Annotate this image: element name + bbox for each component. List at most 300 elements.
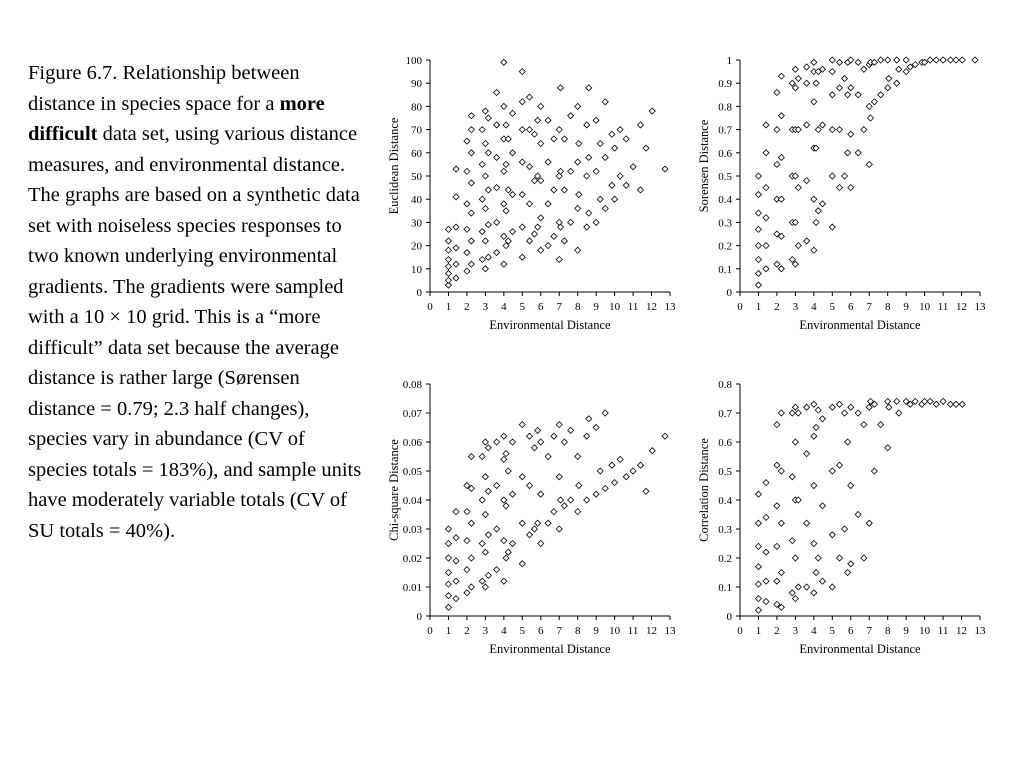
data-point bbox=[885, 85, 891, 91]
data-point bbox=[623, 136, 629, 142]
data-point bbox=[778, 468, 784, 474]
euclidean-distance-scatter bbox=[380, 50, 680, 340]
correlation-distance-scatter bbox=[690, 374, 990, 664]
data-point bbox=[763, 150, 769, 156]
data-point bbox=[503, 161, 509, 167]
data-point bbox=[755, 173, 761, 179]
data-point bbox=[774, 543, 780, 549]
data-point bbox=[479, 257, 485, 263]
data-point bbox=[912, 398, 918, 404]
y-tick-label: 0.5 bbox=[718, 171, 732, 183]
data-point bbox=[482, 108, 488, 114]
data-point bbox=[959, 57, 965, 63]
data-point bbox=[820, 578, 826, 584]
data-point bbox=[804, 64, 810, 70]
data-point bbox=[568, 219, 574, 225]
data-point bbox=[927, 57, 933, 63]
data-point bbox=[829, 532, 835, 538]
data-point bbox=[558, 497, 564, 503]
data-point bbox=[551, 433, 557, 439]
data-point bbox=[792, 555, 798, 561]
y-tick-label: 0.01 bbox=[402, 582, 422, 594]
data-point bbox=[468, 520, 474, 526]
x-tick-label: 13 bbox=[974, 301, 986, 313]
data-point bbox=[763, 266, 769, 272]
data-point bbox=[637, 122, 643, 128]
data-point bbox=[501, 497, 507, 503]
data-point bbox=[501, 538, 507, 544]
data-point bbox=[593, 425, 599, 431]
x-tick-label: 13 bbox=[664, 301, 676, 313]
data-point bbox=[453, 275, 459, 281]
data-point bbox=[871, 99, 877, 105]
data-point bbox=[763, 215, 769, 221]
data-point bbox=[510, 439, 516, 445]
data-point bbox=[453, 509, 459, 515]
data-point bbox=[538, 215, 544, 221]
data-point bbox=[464, 509, 470, 515]
y-tick-label: 100 bbox=[405, 55, 422, 67]
data-point bbox=[813, 570, 819, 576]
data-point bbox=[445, 247, 451, 253]
data-point bbox=[561, 503, 567, 509]
data-point bbox=[479, 161, 485, 167]
data-point bbox=[602, 410, 608, 416]
data-point bbox=[545, 520, 551, 526]
y-tick-label: 0 bbox=[416, 611, 422, 623]
data-point bbox=[755, 257, 761, 263]
data-point bbox=[630, 468, 636, 474]
data-point bbox=[482, 549, 488, 555]
data-point bbox=[894, 80, 900, 86]
x-tick-label: 5 bbox=[829, 625, 836, 637]
data-point bbox=[538, 247, 544, 253]
data-point bbox=[848, 185, 854, 191]
data-point bbox=[468, 261, 474, 267]
data-point bbox=[662, 166, 668, 172]
data-point bbox=[527, 94, 533, 100]
data-point bbox=[479, 578, 485, 584]
x-tick-label: 10 bbox=[919, 301, 931, 313]
data-point bbox=[485, 254, 491, 260]
data-point bbox=[811, 401, 817, 407]
data-point bbox=[593, 168, 599, 174]
data-point bbox=[804, 404, 810, 410]
data-point bbox=[630, 164, 636, 170]
data-point bbox=[829, 173, 835, 179]
x-tick-label: 11 bbox=[937, 301, 949, 313]
data-point bbox=[545, 201, 551, 207]
data-point bbox=[927, 398, 933, 404]
data-point bbox=[482, 266, 488, 272]
data-point bbox=[575, 159, 581, 165]
data-point bbox=[837, 127, 843, 133]
data-point bbox=[535, 224, 541, 230]
data-point bbox=[795, 243, 801, 249]
data-point bbox=[505, 468, 511, 474]
data-point bbox=[815, 208, 821, 214]
data-point bbox=[612, 145, 618, 151]
data-point bbox=[778, 73, 784, 79]
data-points bbox=[445, 59, 668, 288]
data-point bbox=[804, 451, 810, 457]
y-tick-label: 20 bbox=[411, 240, 422, 253]
data-point bbox=[811, 483, 817, 489]
x-axis-label: Environmental Distance bbox=[489, 318, 611, 332]
data-point bbox=[649, 108, 655, 114]
data-point bbox=[861, 422, 867, 428]
data-point bbox=[510, 192, 516, 198]
data-point bbox=[643, 488, 649, 494]
x-tick-label: 3 bbox=[792, 625, 799, 637]
data-point bbox=[609, 182, 615, 188]
data-point bbox=[778, 266, 784, 272]
data-point bbox=[778, 520, 784, 526]
data-point bbox=[445, 581, 451, 587]
data-point bbox=[527, 433, 533, 439]
data-point bbox=[519, 192, 525, 198]
data-point bbox=[568, 497, 574, 503]
data-point bbox=[837, 59, 843, 65]
data-point bbox=[519, 99, 525, 105]
data-point bbox=[755, 210, 761, 216]
data-point bbox=[593, 117, 599, 123]
y-tick-label: 0 bbox=[726, 287, 732, 299]
data-point bbox=[494, 250, 500, 256]
data-point bbox=[829, 57, 835, 63]
x-tick-label: 12 bbox=[956, 625, 968, 637]
y-tick-label: 60 bbox=[411, 147, 422, 160]
data-point bbox=[519, 474, 525, 480]
data-point bbox=[885, 57, 891, 63]
data-point bbox=[482, 173, 488, 179]
data-point bbox=[953, 401, 959, 407]
data-point bbox=[894, 398, 900, 404]
data-point bbox=[464, 538, 470, 544]
data-point bbox=[584, 433, 590, 439]
data-point bbox=[792, 261, 798, 267]
data-point bbox=[795, 185, 801, 191]
data-point bbox=[811, 247, 817, 253]
data-point bbox=[501, 456, 507, 462]
x-tick-label: 5 bbox=[519, 301, 526, 313]
y-tick-label: 0.05 bbox=[402, 466, 422, 478]
data-point bbox=[597, 468, 603, 474]
data-point bbox=[568, 427, 574, 433]
data-point bbox=[855, 512, 861, 518]
data-point bbox=[535, 117, 541, 123]
y-axis-label: Chi-square Distance bbox=[387, 439, 401, 541]
data-point bbox=[815, 127, 821, 133]
data-point bbox=[829, 584, 835, 590]
data-point bbox=[464, 590, 470, 596]
data-point bbox=[804, 80, 810, 86]
x-tick-label: 7 bbox=[556, 625, 562, 637]
data-point bbox=[972, 57, 978, 63]
data-point bbox=[445, 541, 451, 547]
data-point bbox=[485, 488, 491, 494]
data-point bbox=[868, 115, 874, 121]
data-point bbox=[519, 422, 525, 428]
data-point bbox=[617, 173, 623, 179]
data-point bbox=[584, 224, 590, 230]
data-point bbox=[531, 526, 537, 532]
data-point bbox=[755, 520, 761, 526]
data-point bbox=[468, 555, 474, 561]
y-tick-label: 0.6 bbox=[718, 147, 732, 160]
data-point bbox=[527, 127, 533, 133]
data-point bbox=[494, 219, 500, 225]
data-point bbox=[829, 468, 835, 474]
data-point bbox=[558, 85, 564, 91]
x-tick-label: 7 bbox=[866, 301, 872, 313]
data-point bbox=[804, 584, 810, 590]
x-tick-label: 2 bbox=[774, 301, 780, 313]
data-point bbox=[774, 462, 780, 468]
data-point bbox=[510, 541, 516, 547]
data-point bbox=[586, 85, 592, 91]
data-point bbox=[575, 454, 581, 460]
data-point bbox=[774, 422, 780, 428]
data-point bbox=[774, 89, 780, 95]
data-point bbox=[789, 80, 795, 86]
y-tick-label: 0.8 bbox=[718, 379, 732, 391]
y-tick-label: 10 bbox=[411, 263, 422, 276]
data-point bbox=[519, 254, 525, 260]
y-tick-label: 0.5 bbox=[718, 466, 732, 478]
data-point bbox=[503, 555, 509, 561]
data-point bbox=[468, 127, 474, 133]
figure-caption bbox=[28, 58, 364, 546]
x-tick-label: 13 bbox=[974, 625, 986, 637]
data-point bbox=[597, 141, 603, 147]
data-point bbox=[866, 161, 872, 167]
data-point bbox=[556, 474, 562, 480]
data-point bbox=[829, 69, 835, 75]
data-point bbox=[485, 445, 491, 451]
data-point bbox=[584, 122, 590, 128]
data-point bbox=[586, 154, 592, 160]
data-point bbox=[811, 59, 817, 65]
data-point bbox=[811, 196, 817, 202]
data-point bbox=[811, 433, 817, 439]
x-tick-label: 9 bbox=[593, 625, 599, 637]
data-point bbox=[453, 245, 459, 251]
data-point bbox=[755, 581, 761, 587]
data-point bbox=[479, 127, 485, 133]
data-point bbox=[464, 138, 470, 144]
y-tick-label: 0.08 bbox=[402, 379, 422, 391]
sorensen-distance-scatter bbox=[690, 50, 990, 340]
data-point bbox=[940, 398, 946, 404]
data-point bbox=[535, 427, 541, 433]
data-point bbox=[501, 59, 507, 65]
y-tick-label: 0.02 bbox=[402, 553, 422, 565]
data-point bbox=[453, 166, 459, 172]
data-point bbox=[445, 226, 451, 232]
data-point bbox=[885, 445, 891, 451]
data-point bbox=[561, 187, 567, 193]
x-tick-label: 2 bbox=[774, 625, 780, 637]
y-tick-label: 70 bbox=[411, 124, 422, 137]
x-tick-label: 11 bbox=[627, 301, 639, 313]
data-point bbox=[535, 520, 541, 526]
data-point bbox=[861, 66, 867, 72]
data-point bbox=[637, 462, 643, 468]
data-point bbox=[501, 201, 507, 207]
data-point bbox=[445, 263, 451, 269]
data-point bbox=[531, 131, 537, 137]
data-point bbox=[820, 503, 826, 509]
data-point bbox=[789, 474, 795, 480]
y-tick-label: 0 bbox=[726, 611, 732, 623]
data-point bbox=[503, 208, 509, 214]
data-point bbox=[855, 410, 861, 416]
chi-square-distance-scatter bbox=[380, 374, 680, 664]
data-point bbox=[763, 599, 769, 605]
data-point bbox=[792, 66, 798, 72]
data-point bbox=[755, 192, 761, 198]
y-tick-label: 0.7 bbox=[718, 124, 732, 137]
data-point bbox=[464, 250, 470, 256]
data-point bbox=[755, 564, 761, 570]
caption-text-start: Figure 6.7. Relationship between distance in species space for a bbox=[28, 62, 300, 115]
data-point bbox=[848, 561, 854, 567]
data-point bbox=[482, 584, 488, 590]
x-tick-label: 0 bbox=[427, 301, 433, 313]
data-point bbox=[464, 268, 470, 274]
data-point bbox=[510, 150, 516, 156]
y-tick-label: 0.2 bbox=[718, 553, 732, 565]
data-point bbox=[778, 196, 784, 202]
data-point bbox=[556, 526, 562, 532]
data-point bbox=[531, 445, 537, 451]
data-point bbox=[576, 141, 582, 147]
data-point bbox=[501, 578, 507, 584]
data-point bbox=[527, 201, 533, 207]
data-point bbox=[597, 196, 603, 202]
y-axis-label: Correlation Distance bbox=[697, 438, 711, 542]
data-point bbox=[494, 122, 500, 128]
data-point bbox=[556, 127, 562, 133]
x-tick-label: 9 bbox=[593, 301, 599, 313]
data-point bbox=[468, 180, 474, 186]
data-point bbox=[755, 543, 761, 549]
y-tick-label: 0.3 bbox=[718, 217, 732, 230]
data-point bbox=[485, 115, 491, 121]
data-point bbox=[575, 103, 581, 109]
data-point bbox=[503, 503, 509, 509]
data-point bbox=[485, 150, 491, 156]
data-point bbox=[841, 76, 847, 82]
data-point bbox=[538, 491, 544, 497]
data-point bbox=[940, 57, 946, 63]
data-point bbox=[612, 480, 618, 486]
data-point bbox=[527, 164, 533, 170]
data-point bbox=[505, 187, 511, 193]
data-point bbox=[551, 136, 557, 142]
data-point bbox=[519, 159, 525, 165]
x-tick-label: 5 bbox=[829, 301, 836, 313]
data-point bbox=[755, 226, 761, 232]
data-point bbox=[584, 173, 590, 179]
data-point bbox=[774, 578, 780, 584]
data-points bbox=[755, 398, 965, 613]
data-point bbox=[464, 567, 470, 573]
data-point bbox=[829, 404, 835, 410]
x-tick-label: 12 bbox=[646, 625, 658, 637]
data-point bbox=[519, 520, 525, 526]
data-point bbox=[479, 196, 485, 202]
data-point bbox=[763, 578, 769, 584]
data-point bbox=[959, 401, 965, 407]
data-point bbox=[609, 131, 615, 137]
x-tick-label: 3 bbox=[792, 301, 799, 313]
y-tick-label: 0 bbox=[416, 287, 422, 299]
data-point bbox=[545, 454, 551, 460]
data-point bbox=[445, 270, 451, 276]
data-point bbox=[510, 229, 516, 235]
data-point bbox=[829, 127, 835, 133]
data-point bbox=[813, 219, 819, 225]
data-point bbox=[494, 185, 500, 191]
data-point bbox=[763, 480, 769, 486]
data-point bbox=[755, 607, 761, 613]
data-point bbox=[811, 590, 817, 596]
data-point bbox=[795, 410, 801, 416]
data-point bbox=[519, 127, 525, 133]
data-point bbox=[453, 558, 459, 564]
data-point bbox=[494, 154, 500, 160]
data-point bbox=[841, 173, 847, 179]
data-point bbox=[792, 85, 798, 91]
data-point bbox=[575, 509, 581, 515]
data-point bbox=[792, 404, 798, 410]
data-point bbox=[501, 233, 507, 239]
x-tick-label: 1 bbox=[755, 301, 762, 313]
y-tick-label: 0.8 bbox=[718, 101, 732, 114]
x-tick-label: 8 bbox=[884, 301, 891, 313]
data-point bbox=[602, 154, 608, 160]
data-point bbox=[755, 243, 761, 249]
x-tick-label: 13 bbox=[664, 625, 676, 637]
data-point bbox=[464, 226, 470, 232]
y-tick-label: 0.4 bbox=[718, 194, 732, 207]
data-point bbox=[602, 205, 608, 211]
data-point bbox=[545, 117, 551, 123]
x-tick-label: 2 bbox=[464, 625, 470, 637]
data-point bbox=[538, 439, 544, 445]
data-point bbox=[505, 549, 511, 555]
data-point bbox=[464, 168, 470, 174]
data-point bbox=[485, 187, 491, 193]
data-point bbox=[841, 526, 847, 532]
data-point bbox=[861, 127, 867, 133]
data-point bbox=[538, 541, 544, 547]
data-point bbox=[804, 520, 810, 526]
data-point bbox=[612, 196, 618, 202]
data-point bbox=[866, 520, 872, 526]
data-point bbox=[774, 161, 780, 167]
data-point bbox=[556, 257, 562, 263]
data-point bbox=[886, 76, 892, 82]
data-point bbox=[789, 590, 795, 596]
x-tick-label: 11 bbox=[937, 625, 949, 637]
x-tick-label: 6 bbox=[848, 625, 854, 637]
data-point bbox=[568, 113, 574, 119]
data-point bbox=[637, 187, 643, 193]
data-point bbox=[820, 416, 826, 422]
